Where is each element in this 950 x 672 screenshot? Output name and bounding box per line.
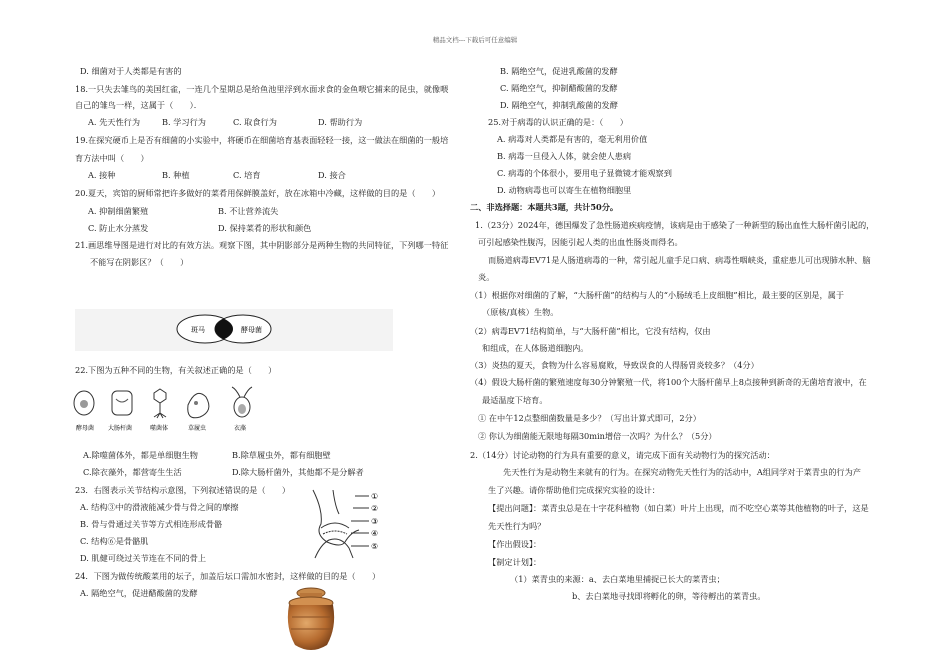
q20-option: B. 不让营养流失 [218,206,279,216]
q2-hypothesis: 【作出假设】： [488,539,542,549]
q18-option: C. 取食行为 [233,117,277,127]
q18-option: D. 帮助行为 [318,117,363,127]
paramecium-illustration [188,393,209,417]
q2-para-2: 生了兴趣。请你帮助他们完成探究实验的设计： [488,485,660,495]
q25-option: B. 病毒一旦侵入人体，就会使人患病 [497,151,632,161]
q18-option: B. 学习行为 [162,117,206,127]
q1-stem-2: 可引起感染性腹泻，因能引起人类的出血性肠炎而得名。 [478,237,683,247]
q25-option: D. 动物病毒也可以寄生在植物细胞里 [497,185,632,195]
q23-stem: 23．右图表示关节结构示意图，下列叙述错误的是（ ） [75,485,291,495]
organism-label: 噬菌体 [150,425,169,432]
q19-stem-2: 育方法中叫（ ） [75,153,149,163]
joint-label: ① [371,492,379,501]
venn-left-label: 斑马 [191,326,205,334]
page-header: 精品文档---下载后可任意编辑 [432,36,518,44]
q1-sub2-2: 和组成，在人体肠道细胞内。 [482,343,589,353]
organism-label: 酵母菌 [76,425,95,432]
q21-stem-2: 不能写在阴影区？（ ） [90,257,189,267]
q1-sub4-b: ② 你认为细菌能无限地每隔30min增倍一次吗？为什么？（5分） [478,431,717,441]
q24-option-b: B. 隔绝空气，促进乳酸菌的发酵 [500,66,618,76]
joint-label: ② [371,504,379,513]
q24-option-a: A. 隔绝空气，促进醋酸菌的发酵 [80,588,198,598]
q19-option: D. 接合 [318,170,346,180]
q23-option: C. 结构⑥是骨骼肌 [80,536,149,546]
bacteria-illustration [112,391,132,415]
q19-option: B. 种植 [162,170,190,180]
q20-option: C. 防止水分蒸发 [88,223,149,233]
q19-option: A. 接种 [88,170,116,180]
venn-right-label: 酵母菌 [241,326,262,334]
q20-option: D. 保持菜肴的形状和颜色 [218,223,312,233]
q17-option-d: D. 细菌对于人类都是有害的 [80,66,182,76]
joint-label: ④ [371,529,379,538]
phage-illustration [154,389,166,418]
q18-stem-2: 自己的雏鸟一样，这属于（ ）． [75,100,202,110]
q1-sub4-a: ① 在中午12点整细菌数量是多少？（写出计算式即可，2分） [478,413,701,423]
q22-option: A.除噬菌体外，都是单细胞生物 [83,450,198,460]
q18-option: A. 先天性行为 [88,117,141,127]
q25-option: C. 病毒的个体很小，要用电子显微镜才能观察到 [497,168,672,178]
q24-stem: 24．下图为做传统酸菜用的坛子，加盖后坛口需加水密封，这样做的目的是（ ） [75,571,381,581]
q2-stem: 2.（14分）讨论动物的行为具有重要的意义，请完成下面有关动物行为的探究活动： [470,450,775,460]
chlamydomonas-illustration [232,387,252,417]
joint-figure [305,488,390,560]
q1-sub2-1: （2）病毒EV71结构简单，与“大肠杆菌”相比，它没有结构，仅由 [470,326,711,336]
q21-stem-1: 21.画思维导图是进行对比的有效方法。观察下图，其中阴影部分是两种生物的共同特征，下列哪一特征 [75,240,449,250]
organisms-figure [70,385,270,435]
venn-figure [75,309,393,351]
q22-option: C.除衣藻外，都营寄生生活 [83,467,182,477]
q2-plan-1b: b、去白菜地寻找即将孵化的卵，等待孵出的菜青虫。 [572,591,766,601]
q2-plan: 【制定计划】： [488,557,542,567]
q25-option: A. 病毒对人类都是有害的，毫无利用价值 [497,134,648,144]
q22-stem: 22.下图为五种不同的生物，有关叙述正确的是（ ） [75,365,277,375]
organism-label: 大肠杆菌 [108,425,133,432]
q23-option: D. 肌健可绕过关节连在不同的骨上 [80,553,207,563]
q23-option: B. 骨与骨通过关节等方式相连形成骨骼 [80,519,223,529]
q2-para-1: 先天性行为是动物生来就有的行为。在探究动物先天性行为的活动中，A组同学对于菜青虫的行为产 [503,467,861,477]
q2-question-2: 先天性行为吗？ [488,521,546,531]
q25-stem: 25.对于病毒的认识正确的是：（ ） [488,117,628,127]
organism-label: 衣藻 [234,425,247,432]
venn-diagram [75,309,393,351]
section-2-title: 二、非选择题：本题共3题，共计50分。 [470,202,619,212]
q1-sub3: （3）炎热的夏天，食物为什么容易腐败，导致误食的人得肠胃炎较多？（4分） [470,360,759,370]
q1-stem-4: 炎。 [478,272,495,282]
q1-sub4-1: （4）假设大肠杆菌的繁殖速度每30分钟繁殖一代，将100个大肠杆菌早上8点接种到新奇的无菌培育液中，在 [470,377,867,387]
joint-diagram [305,488,390,560]
q20-stem: 20.夏天，宾馆的厨师常把许多做好的菜肴用保鲜膜盖好，放在冰箱中冷藏，这样做的目的是（ ） [75,188,441,198]
q20-option: A. 抑制细菌繁殖 [88,206,149,216]
q1-stem-3: 而肠道病毒EV71是人肠道病毒的一种，常引起儿童手足口病、病毒性咽峡炎，重症患儿可出现肺水肿、脑 [488,255,871,265]
q18-stem-1: 18.一只失去雏鸟的美国红雀，一连几个星期总是给鱼池里浮到水面求食的金鱼喂它捕来的昆虫，就像喂 [75,84,449,94]
q19-stem-1: 19.在探究硬币上是否有细菌的小实验中，将硬币在细菌培育基表面轻轻一接，这一做法在细菌的一般培 [75,135,449,145]
q2-plan-1a: （1）菜青虫的来源：a、去白菜地里捕捉已长大的菜青虫； [510,574,725,584]
pickle-jar-image [280,585,342,657]
q23-option: A. 结构③中的滑液能减少骨与骨之间的摩擦 [80,502,239,512]
q19-option: C. 培育 [233,170,261,180]
joint-label: ⑤ [371,542,379,551]
q1-sub1-1: （1）根据你对细菌的了解，“大肠杆菌”的结构与人的“小肠绒毛上皮细胞”相比，最主要的区别是，属于 [470,290,845,300]
q24-option-d: D. 隔绝空气，抑制乳酸菌的发酵 [500,100,618,110]
q2-question-1: 【提出问题】：菜青虫总是在十字花科植物（如白菜）叶片上出现，而不吃空心菜等其他植物的叶子，这是 [488,503,869,513]
yeast-illustration [74,391,94,415]
q22-option: D.除大肠杆菌外，其他都不是分解者 [232,467,364,477]
organism-label: 草履虫 [188,425,207,432]
q24-option-c: C. 隔绝空气，抑制醋酸菌的发酵 [500,83,618,93]
q1-sub1-2: （原核/真核）生物。 [482,307,559,317]
q1-stem-1: 1.（23分）2024年，德国爆发了急性肠道疾病疫情，该病是由于感染了一种新型的肠出血性大肠杆菌引起的， [475,220,875,230]
joint-label: ③ [371,517,379,526]
q1-sub4-2: 最适温度下培育。 [482,395,548,405]
q22-option: B.除草履虫外，都有细胞壁 [232,450,331,460]
